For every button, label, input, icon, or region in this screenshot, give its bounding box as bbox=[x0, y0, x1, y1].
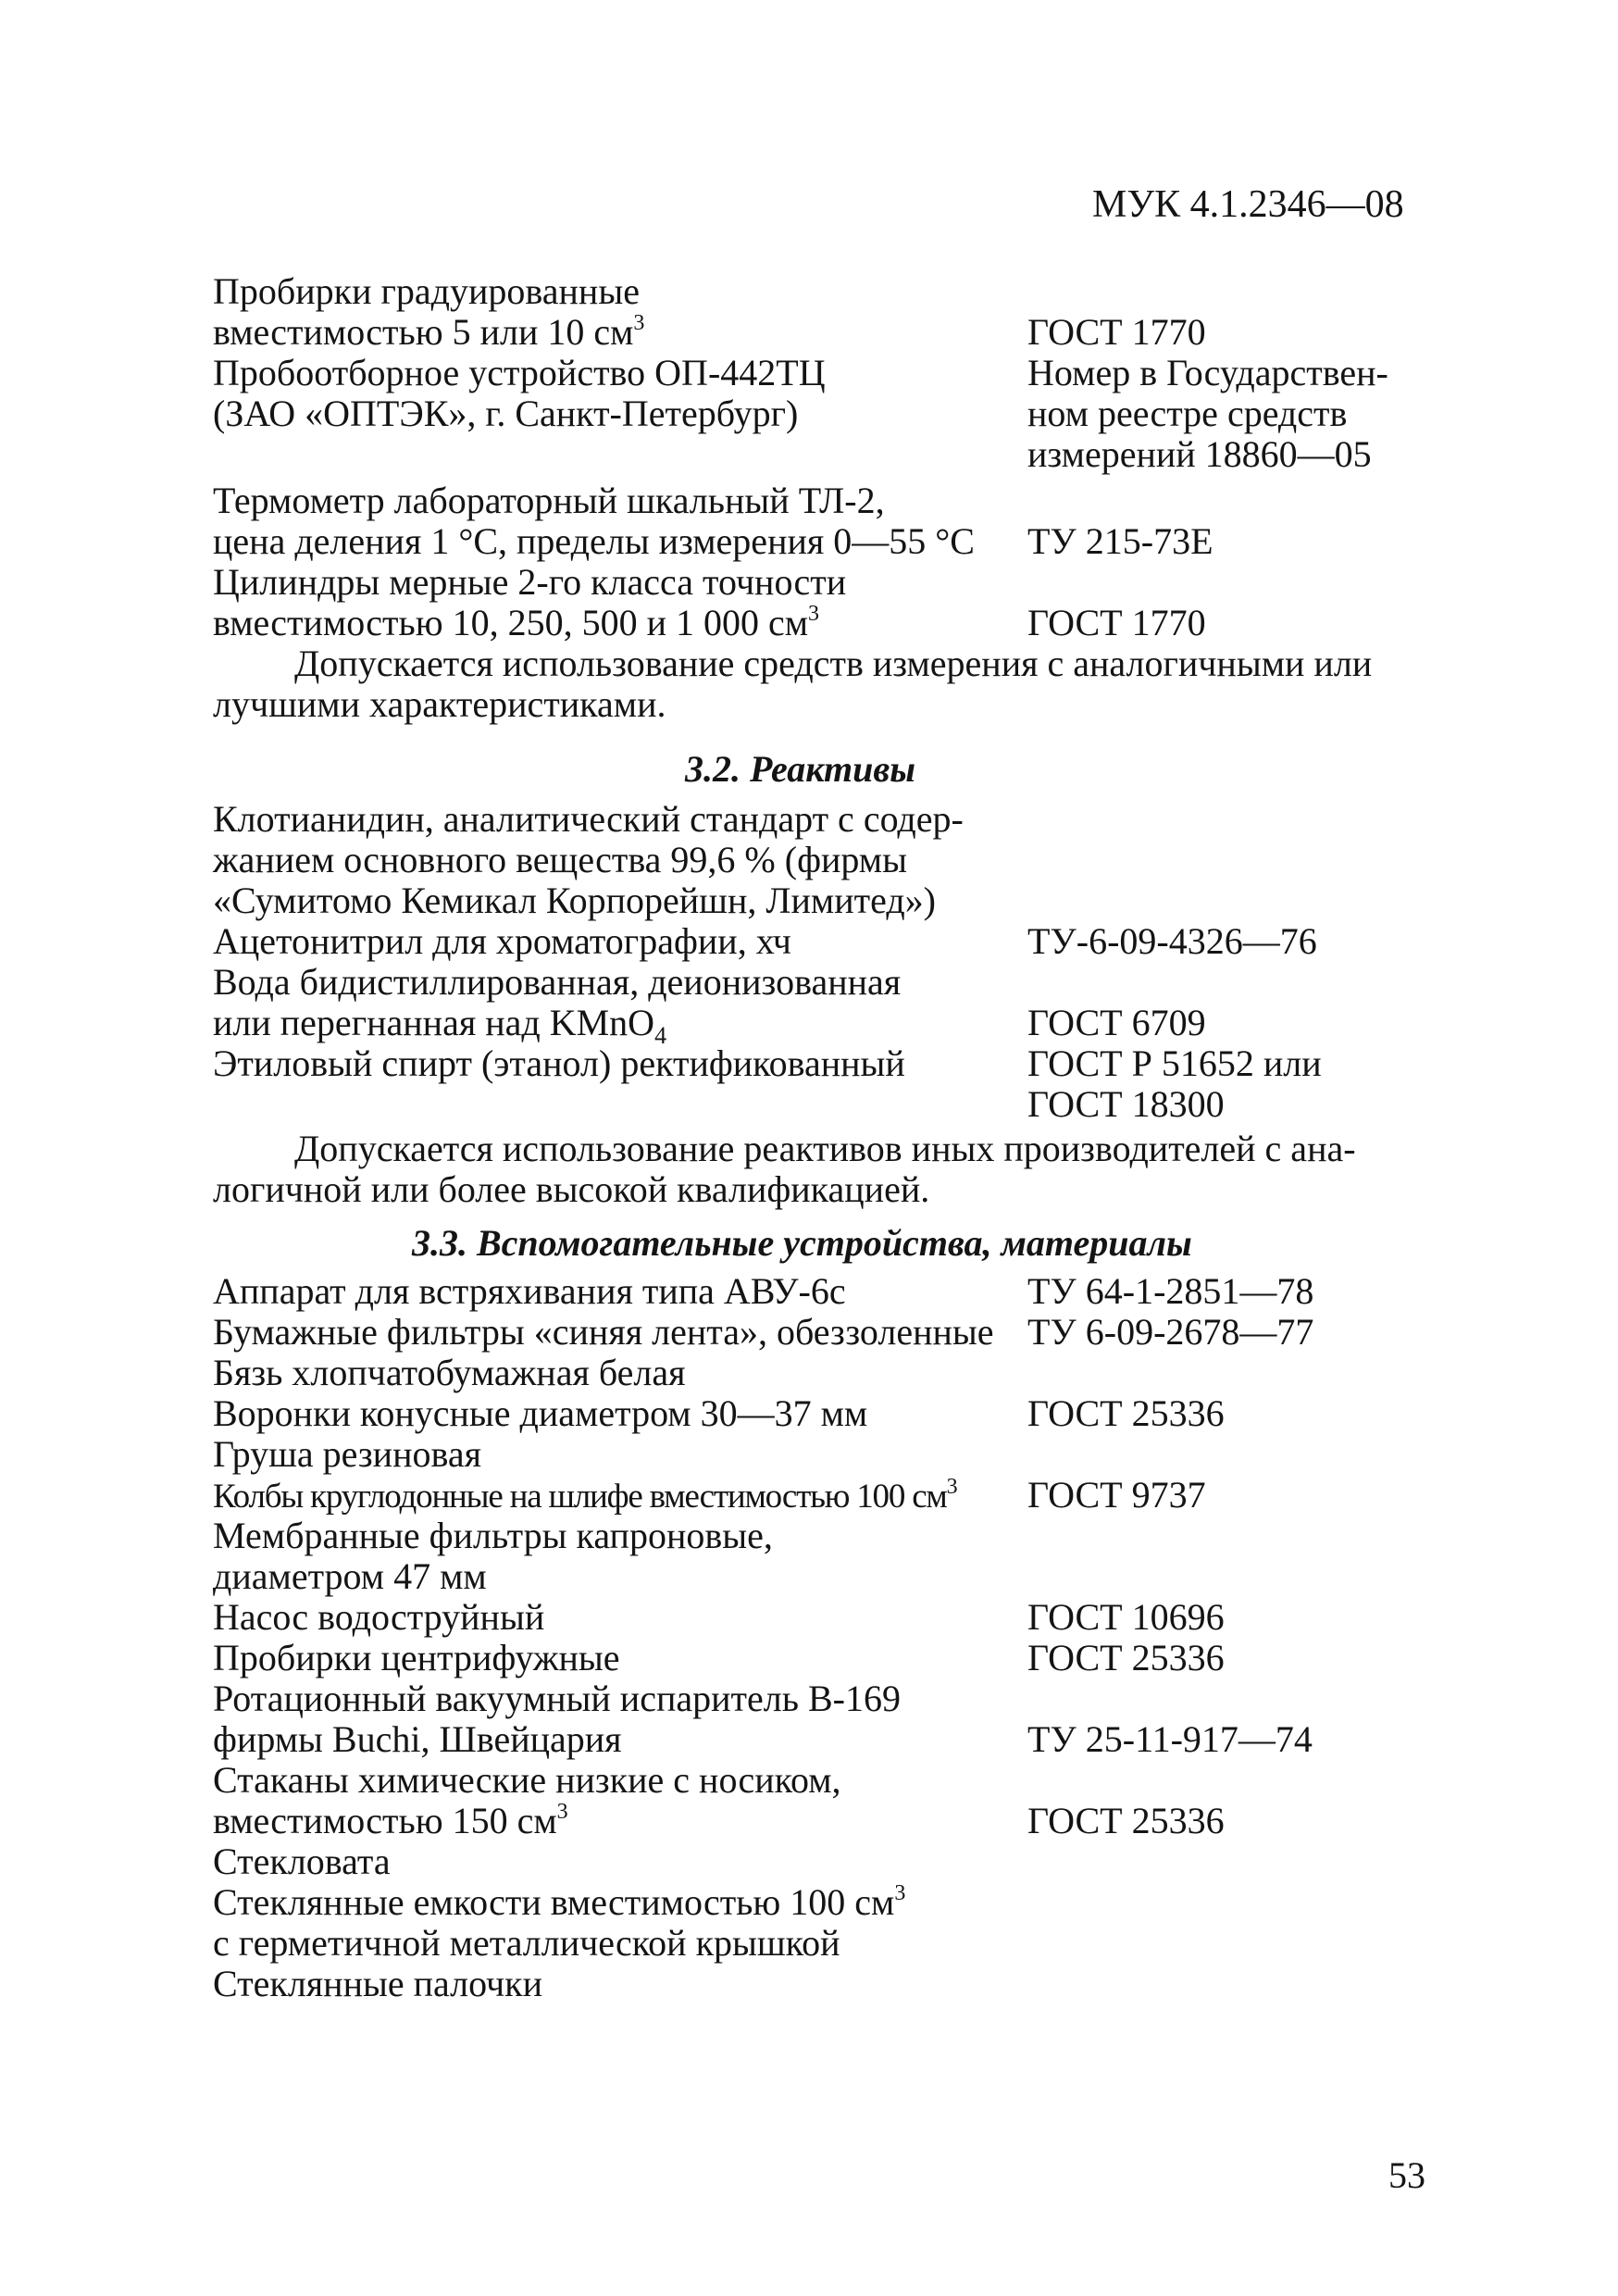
aux-14-line1: Стеклянные палочки bbox=[213, 1963, 543, 2004]
aux-1-ref: ТУ 64-1-2851—78 bbox=[1027, 1270, 1314, 1312]
aux-10-ref: ТУ 25-11-917—74 bbox=[1027, 1718, 1313, 1760]
aux-4-ref: ГОСТ 25336 bbox=[1027, 1392, 1225, 1434]
aux-11-line2-row bbox=[213, 1800, 568, 1842]
tool-3-line2: цена деления 1 °С, пределы измерения 0—55 °С bbox=[213, 520, 975, 562]
tool-2-line1: Пробоотборное устройство ОП-442ТЦ bbox=[213, 352, 826, 393]
aux-7-line2: диаметром 47 мм bbox=[213, 1555, 487, 1597]
page-number: 53 bbox=[1388, 2154, 1425, 2196]
reagents-note-line1: Допускается использование реактивов иных производителей с ана- bbox=[294, 1128, 1356, 1169]
aux-13-line1-row bbox=[213, 1881, 905, 1924]
superscript-3: 3 bbox=[556, 1799, 568, 1824]
aux-3-line1: Бязь хлопчатобумажная белая bbox=[213, 1352, 686, 1393]
reagent-3-line2-row bbox=[213, 1002, 667, 1049]
reagent-1-line1: Клотианидин, аналитический стандарт с содер- bbox=[213, 798, 964, 840]
aux-11-ref: ГОСТ 25336 bbox=[1027, 1800, 1225, 1841]
tool-2-ref2: ном реестре средств bbox=[1027, 393, 1348, 434]
aux-11-line2: вместимостью 150 см bbox=[213, 1800, 557, 1841]
tool-4-line2-row bbox=[213, 602, 819, 644]
reagent-1-line3: «Сумитомо Кемикал Корпорейшн, Лимитед») bbox=[213, 880, 936, 921]
tool-1-line2-row bbox=[213, 311, 644, 354]
auxiliary-section-title: 3.3. Вспомогательные устройства, материалы bbox=[412, 1222, 1192, 1264]
aux-8-ref: ГОСТ 10696 bbox=[1027, 1596, 1225, 1638]
tool-3-line1: Термометр лабораторный шкальный ТЛ-2, bbox=[213, 480, 885, 521]
tool-4-ref: ГОСТ 1770 bbox=[1027, 602, 1206, 643]
subscript-4: 4 bbox=[654, 1022, 667, 1049]
tool-1-line1: Пробирки градуированные bbox=[213, 270, 640, 312]
reagent-1-line2: жанием основного вещества 99,6 % (фирмы bbox=[213, 839, 907, 880]
aux-8-line1: Насос водоструйный bbox=[213, 1596, 545, 1638]
superscript-3: 3 bbox=[894, 1880, 906, 1905]
tools-note-line2: лучшими характеристиками. bbox=[213, 683, 666, 725]
tool-2-ref1: Номер в Государствен- bbox=[1027, 352, 1388, 393]
reagent-4-line1: Этиловый спирт (этанол) ректификованный bbox=[213, 1042, 905, 1084]
aux-9-ref: ГОСТ 25336 bbox=[1027, 1637, 1225, 1678]
aux-6-line1-row bbox=[213, 1476, 956, 1518]
reagent-2-line1: Ацетонитрил для хроматографии, хч bbox=[213, 920, 791, 962]
tool-3-ref: ТУ 215-73Е bbox=[1027, 520, 1214, 562]
aux-4-line1: Воронки конусные диаметром 30—37 мм bbox=[213, 1392, 868, 1434]
tool-4-line1: Цилиндры мерные 2-го класса точности bbox=[213, 561, 847, 603]
reagent-4-ref2: ГОСТ 18300 bbox=[1027, 1083, 1225, 1125]
aux-7-line1: Мембранные фильтры капроновые, bbox=[213, 1515, 773, 1556]
tool-2-ref3: измерений 18860—05 bbox=[1027, 433, 1372, 475]
aux-1-line1: Аппарат для встряхивания типа АВУ-6с bbox=[213, 1270, 846, 1312]
aux-10-line1: Ротационный вакуумный испаритель В-169 bbox=[213, 1678, 901, 1719]
reagent-3-line2: или перегнанная над KMnO bbox=[213, 1002, 655, 1043]
reagent-2-ref: ТУ-6-09-4326—76 bbox=[1027, 920, 1317, 962]
tools-note-line1: Допускается использование средств измерения с аналогичными или bbox=[294, 643, 1373, 684]
aux-5-line1: Груша резиновая bbox=[213, 1433, 481, 1475]
reagents-section-title: 3.2. Реактивы bbox=[685, 748, 915, 790]
superscript-3: 3 bbox=[633, 310, 645, 335]
aux-11-line1: Стаканы химические низкие с носиком, bbox=[213, 1759, 841, 1801]
reagent-4-ref1: ГОСТ Р 51652 или bbox=[1027, 1042, 1322, 1084]
aux-13-line1: Стеклянные емкости вместимостью 100 см bbox=[213, 1881, 895, 1923]
reagent-3-line1: Вода бидистиллированная, деионизованная bbox=[213, 961, 902, 1003]
aux-9-line1: Пробирки центрифужные bbox=[213, 1637, 620, 1678]
aux-2-line1: Бумажные фильтры «синяя лента», обеззоленные bbox=[213, 1311, 994, 1353]
aux-2-ref: ТУ 6-09-2678—77 bbox=[1027, 1311, 1314, 1353]
aux-10-line2: фирмы Buchi, Швейцария bbox=[213, 1718, 622, 1760]
tool-4-line2: вместимостью 10, 250, 500 и 1 000 см bbox=[213, 602, 809, 643]
aux-6-line1: Колбы круглодонные на шлифе вместимостью 100 см bbox=[213, 1478, 947, 1516]
aux-6-ref: ГОСТ 9737 bbox=[1027, 1474, 1206, 1516]
reagent-3-ref: ГОСТ 6709 bbox=[1027, 1002, 1206, 1043]
superscript-3: 3 bbox=[808, 601, 820, 626]
reagents-note-line2: логичной или более высокой квалификацией. bbox=[213, 1168, 930, 1210]
document-code-header: МУК 4.1.2346—08 bbox=[1092, 183, 1404, 226]
tool-1-line2: вместимостью 5 или 10 см bbox=[213, 311, 634, 353]
aux-13-line2: с герметичной металлической крышкой bbox=[213, 1922, 840, 1964]
tool-2-line2: (ЗАО «ОПТЭК», г. Санкт-Петербург) bbox=[213, 393, 799, 434]
superscript-3: 3 bbox=[946, 1474, 957, 1499]
aux-12-line1: Стекловата bbox=[213, 1841, 391, 1882]
tool-1-ref: ГОСТ 1770 bbox=[1027, 311, 1206, 353]
